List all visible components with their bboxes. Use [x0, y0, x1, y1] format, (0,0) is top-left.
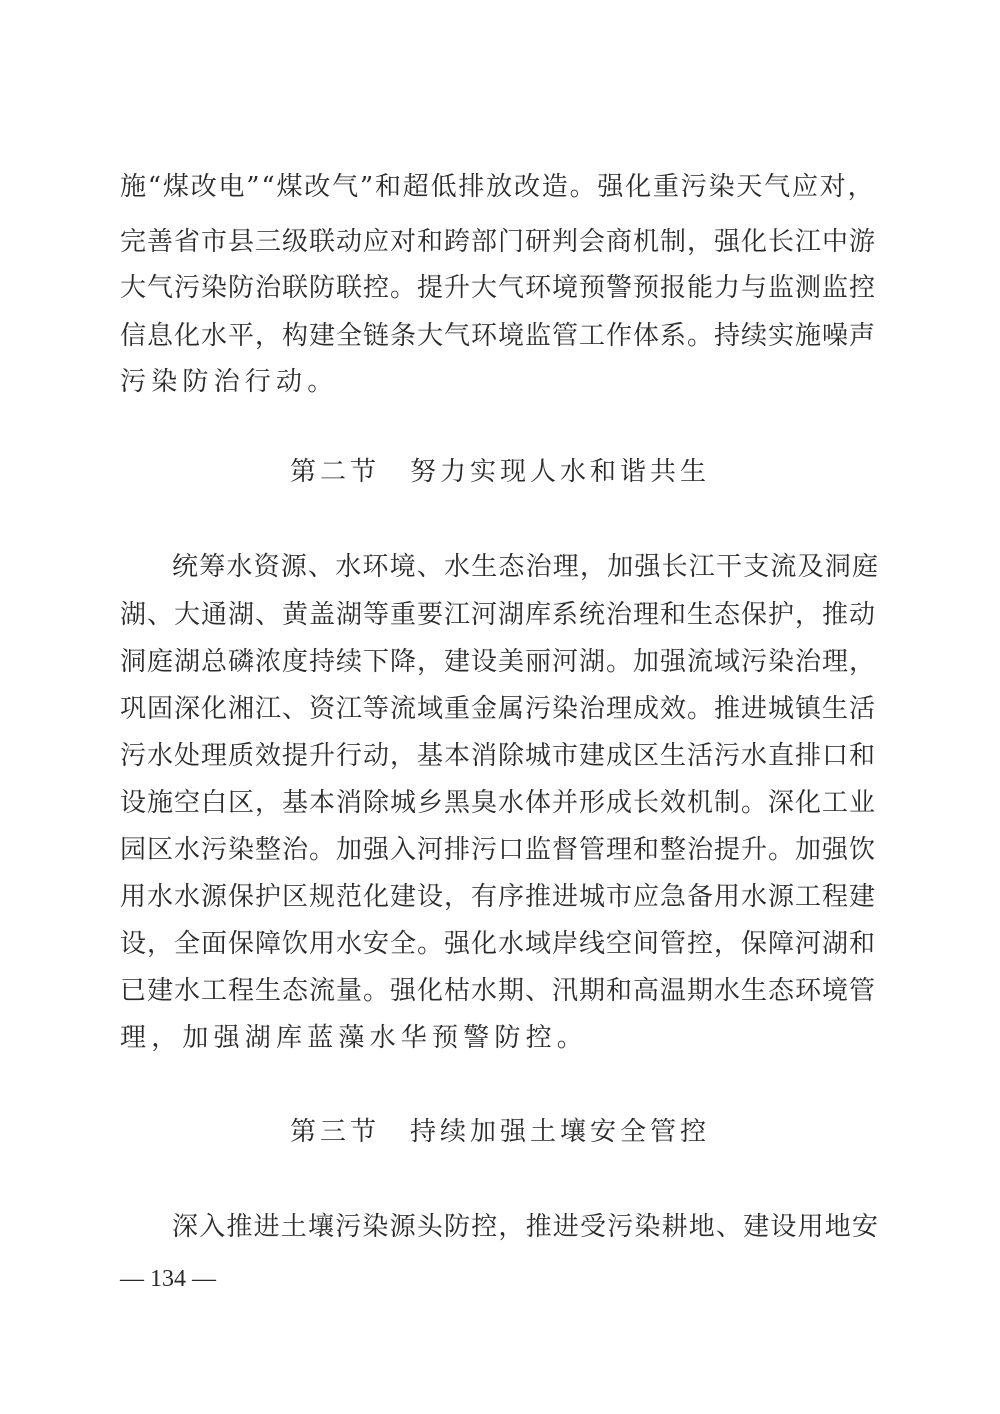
section-number: 第三节: [289, 1117, 380, 1147]
paragraph-line: 园区水污染整治。加强入河排污口监督管理和整治提升。加强饮: [120, 835, 877, 865]
paragraph-line: 设，全面保障饮用水安全。强化水域岸线空间管控，保障河湖和: [120, 929, 877, 959]
paragraph-line: 巩固深化湘江、资江等流域重金属污染治理成效。推进城镇生活: [120, 694, 877, 724]
section-title: 努力实现人水和谐共生: [410, 457, 711, 487]
paragraph-line: 用水水源保护区规范化建设，有序推进城市应急备用水源工程建: [120, 882, 877, 912]
paragraph-line: 已建水工程生态流量。强化枯水期、汛期和高温期水生态环境管: [120, 976, 877, 1006]
paragraph-line: 污水处理质效提升行动，基本消除城市建成区生活污水直排口和: [120, 741, 877, 771]
paragraph-line: 信息化水平，构建全链条大气环境监管工作体系。持续实施噪声: [120, 321, 877, 351]
paragraph-line: 湖、大通湖、黄盖湖等重要江河湖库系统治理和生态保护，推动: [120, 600, 877, 630]
section-number: 第二节: [289, 457, 380, 487]
paragraph-line: 洞庭湖总磷浓度持续下降，建设美丽河湖。加强流域污染治理，: [120, 647, 877, 677]
paragraph-line: 理，加强湖库蓝藻水华预警防控。: [120, 1023, 589, 1053]
paragraph-line: 大气污染防治联防联控。提升大气环境预警预报能力与监测监控: [120, 273, 877, 303]
section-heading-2: [0, 457, 1000, 487]
page-number: — 134 —: [120, 1266, 216, 1292]
section-title: 持续加强土壤安全管控: [410, 1117, 711, 1147]
paragraph-line: 设施空白区，基本消除城乡黑臭水体并形成长效机制。深化工业: [120, 788, 877, 818]
paragraph-line: 施“煤改电”“煤改气”和超低排放改造。强化重污染天气应对，: [120, 172, 876, 202]
section-heading-3: [0, 1117, 1000, 1147]
paragraph-line: 完善省市县三级联动应对和跨部门研判会商机制，强化长江中游: [120, 227, 877, 257]
paragraph-line: 污染防治行动。: [120, 367, 339, 397]
paragraph-line: 统筹水资源、水环境、水生态治理，加强长江干支流及洞庭: [172, 552, 880, 582]
paragraph-line: 深入推进土壤污染源头防控，推进受污染耕地、建设用地安: [172, 1212, 880, 1242]
